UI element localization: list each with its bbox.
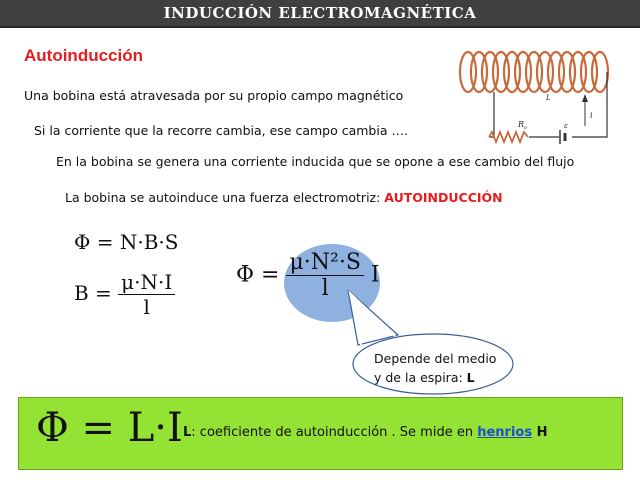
b-lhs: B = bbox=[74, 281, 112, 305]
summary-body: : coeficiente de autoinducción . Se mide en bbox=[191, 425, 478, 440]
title-bar bbox=[0, 0, 640, 28]
resistor-icon bbox=[489, 132, 528, 142]
label-e: ε bbox=[564, 122, 568, 130]
label-r-sub: o bbox=[524, 125, 528, 131]
text-line-2: Si la corriente que la recorre cambia, ese campo cambia …. bbox=[34, 123, 408, 138]
henrios-link[interactable]: henrios bbox=[477, 425, 533, 440]
phi-lhs: Φ = bbox=[236, 262, 280, 288]
autoinduccion-highlight: AUTOINDUCCIÓN bbox=[384, 190, 503, 205]
callout-line-2-text: y de la espira: bbox=[374, 370, 467, 385]
label-i: i bbox=[590, 111, 593, 120]
callout-line-2 bbox=[374, 370, 475, 385]
text-line-3: En la bobina se genera una corriente inducida que se opone a ese cambio del flujo bbox=[56, 154, 575, 169]
section-title: Autoinducción bbox=[24, 46, 143, 65]
b-denominator: l bbox=[118, 294, 175, 319]
phi-denominator: l bbox=[286, 275, 363, 301]
formula-flux-definition: Φ = N·B·S bbox=[74, 230, 179, 254]
summary-unit: H bbox=[532, 425, 548, 440]
formula-big: Φ = L·I bbox=[36, 405, 183, 451]
callout-bold-l: L bbox=[466, 370, 475, 385]
label-l: L bbox=[546, 94, 551, 102]
b-numerator: μ·N·I bbox=[121, 270, 173, 294]
battery-icon bbox=[560, 130, 565, 144]
formula-b-field bbox=[74, 270, 175, 319]
text-line-4-body: La bobina se autoinduce una fuerza electromotriz: bbox=[65, 190, 385, 205]
text-line-1: Una bobina está atravesada por su propio campo magnético bbox=[24, 88, 404, 103]
coil-icon bbox=[460, 52, 608, 92]
b-fraction bbox=[118, 270, 175, 319]
summary-prefix: L bbox=[183, 425, 192, 440]
label-r: R bbox=[518, 120, 525, 129]
phi-rhs: I bbox=[370, 262, 380, 288]
summary-text bbox=[183, 425, 548, 440]
page-title: INDUCCIÓN ELECTROMAGNÉTICA bbox=[163, 4, 477, 22]
phi-numerator: μ·N²·S bbox=[289, 250, 361, 275]
text-line-4 bbox=[65, 190, 503, 205]
coil-circuit-diagram bbox=[454, 42, 616, 154]
callout-line-1: Depende del medio bbox=[374, 351, 497, 366]
